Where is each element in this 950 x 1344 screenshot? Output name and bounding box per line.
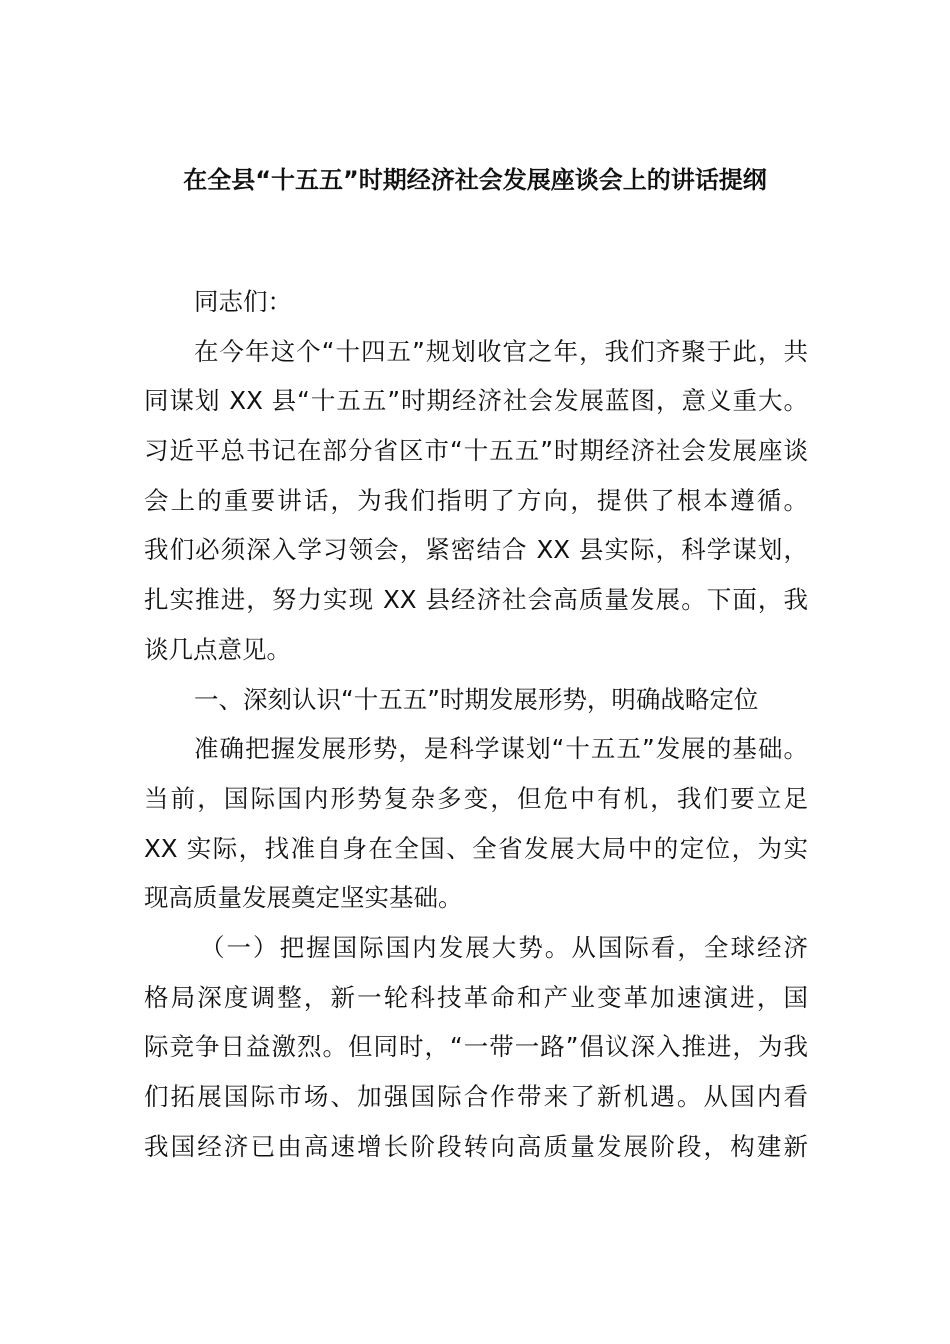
section-heading	[144, 675, 808, 725]
paragraph-salutation	[144, 277, 808, 327]
text-line: 扎实推进，努力实现 XX 县经济社会高质量发展。下面，我	[144, 585, 808, 615]
text-line: XX 实际，找准自身在全国、全省发展大局中的定位，为实	[144, 833, 808, 863]
text-line: 我国经济已由高速增长阶段转向高质量发展阶段，构建新	[144, 1131, 808, 1161]
text-line: 同谋划 XX 县“十五五”时期经济社会发展蓝图，意义重大。	[144, 386, 808, 416]
text-line: 一、深刻认识“十五五”时期发展形势，明确战略定位	[194, 684, 759, 714]
text-line: 现高质量发展奠定坚实基础。	[144, 883, 463, 913]
document-body	[144, 277, 808, 1171]
text-line: 谈几点意见。	[144, 634, 291, 664]
text-line: 我们必须深入学习领会，紧密结合 XX 县实际，科学谋划，	[144, 535, 808, 565]
paragraph-subsection-1	[144, 923, 808, 1171]
text-line: 格局深度调整，新一轮科技革命和产业变革加速演进，国	[144, 982, 808, 1012]
text-line: 际竞争日益激烈。但同时，“一带一路”倡议深入推进，为我	[144, 1032, 808, 1062]
text-line: 会上的重要讲话，为我们指明了方向，提供了根本遵循。	[144, 485, 808, 515]
paragraph-situation	[144, 724, 808, 923]
text-line: 们拓展国际市场、加强国际合作带来了新机遇。从国内看	[144, 1082, 808, 1111]
text-line: 同志们：	[194, 287, 292, 316]
document-title: 在全县“十五五”时期经济社会发展座谈会上的讲话提纲	[183, 166, 767, 194]
text-line: 准确把握发展形势，是科学谋划“十五五”发展的基础。	[194, 734, 808, 764]
text-line: 在今年这个“十四五”规划收官之年，我们齐聚于此，共	[194, 336, 808, 366]
text-line: （一）把握国际国内发展大势。从国际看，全球经济	[200, 932, 808, 962]
paragraph-intro	[144, 327, 808, 675]
text-line: 习近平总书记在部分省区市“十五五”时期经济社会发展座谈	[144, 436, 808, 466]
text-line: 当前，国际国内形势复杂多变，但危中有机，我们要立足	[144, 783, 808, 813]
